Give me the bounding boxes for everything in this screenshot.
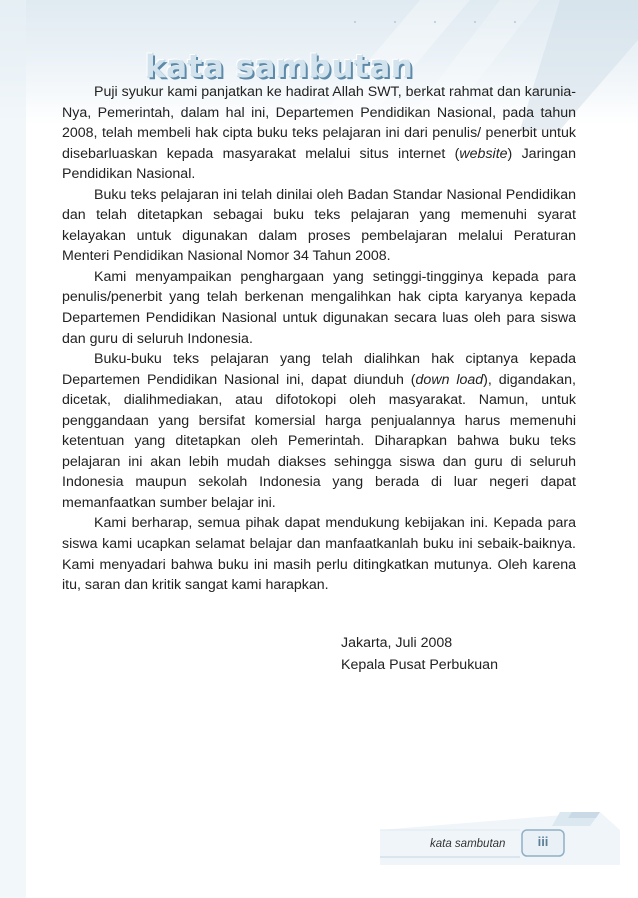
paragraph-3: Kami menyampaikan penghargaan yang setinggi-tingginya kepada para penulis/penerbit yang telah berkenan mengalihkan hak cipta karyanya kepada Departemen Pendidikan Nasional untuk digunakan secara luas oleh para siswa dan guru di seluruh Indonesia. — [62, 268, 576, 347]
paragraph-4-text-a: Buku-buku teks pelajaran yang telah dialihkan hak ciptanya kepada Departemen Pendidikan Nasional ini, dapat diunduh ( — [62, 351, 576, 388]
paragraph-1-text-a: Puji syukur kami panjatkan ke hadirat Allah SWT, berkat rahmat dan karunia-Nya, Pemerintah, dalam hal ini, Departemen Pendidikan Nasional, pada tahun 2008, telah membeli hak cipta buku teks pelajaran ini dari penulis/ penerbit untuk disebarluaskan kepada masyarakat melalui situs internet ( — [62, 84, 576, 162]
paragraph-1-text-b: ) Jaringan Pendidikan Nasional. — [62, 145, 577, 183]
paragraph-2: Buku teks pelajaran ini telah dinilai oleh Badan Standar Nasional Pendidikan dan telah ditetapkan sebagai buku teks pelajaran yang memenuhi syarat kelayakan untuk digunakan dalam proses pembelajaran melalui Peraturan Menteri Pendidikan Nasional Nomor 34 Tahun 2008. — [62, 186, 576, 265]
foreword-body — [62, 82, 576, 596]
page-title: kata sambutan — [145, 49, 414, 85]
paragraph-1-italic: website — [459, 145, 508, 162]
page-number: iii — [537, 834, 549, 849]
paragraph-4-italic: down load — [415, 371, 484, 388]
signature-office: Kepala Pusat Perbukuan — [341, 657, 498, 673]
paragraph-4 — [62, 349, 576, 513]
paragraph-4-text-b: ), digandakan, dicetak, dialihmediakan, atau difotokopi oleh masyarakat. Namun, untuk penggandaan yang bersifat komersial harga penjualannya harus memenuhi ketentuan yang ditetapkan oleh Pemerintah. Diharapkan bahwa buku teks pelajaran ini akan lebih mudah diakses sehingga siswa dan guru di seluruh Indonesia maupun sekolah Indonesia yang berada di luar negeri dapat memanfaatkan sumber belajar ini. — [62, 371, 576, 511]
signature-block — [341, 632, 498, 676]
footer-section-label: kata sambutan — [430, 838, 506, 850]
signature-place-date: Jakarta, Juli 2008 — [341, 635, 453, 651]
paragraph-5: Kami berharap, semua pihak dapat mendukung kebijakan ini. Kepada para siswa kami ucapkan selamat belajar dan manfaatkanlah buku ini sebaik-baiknya. Kami menyadari bahwa buku ini masih perlu ditingkatkan mutunya. Oleh karena itu, saran dan kritik sangat kami harapkan. — [62, 515, 576, 594]
paragraph-1 — [62, 82, 576, 185]
